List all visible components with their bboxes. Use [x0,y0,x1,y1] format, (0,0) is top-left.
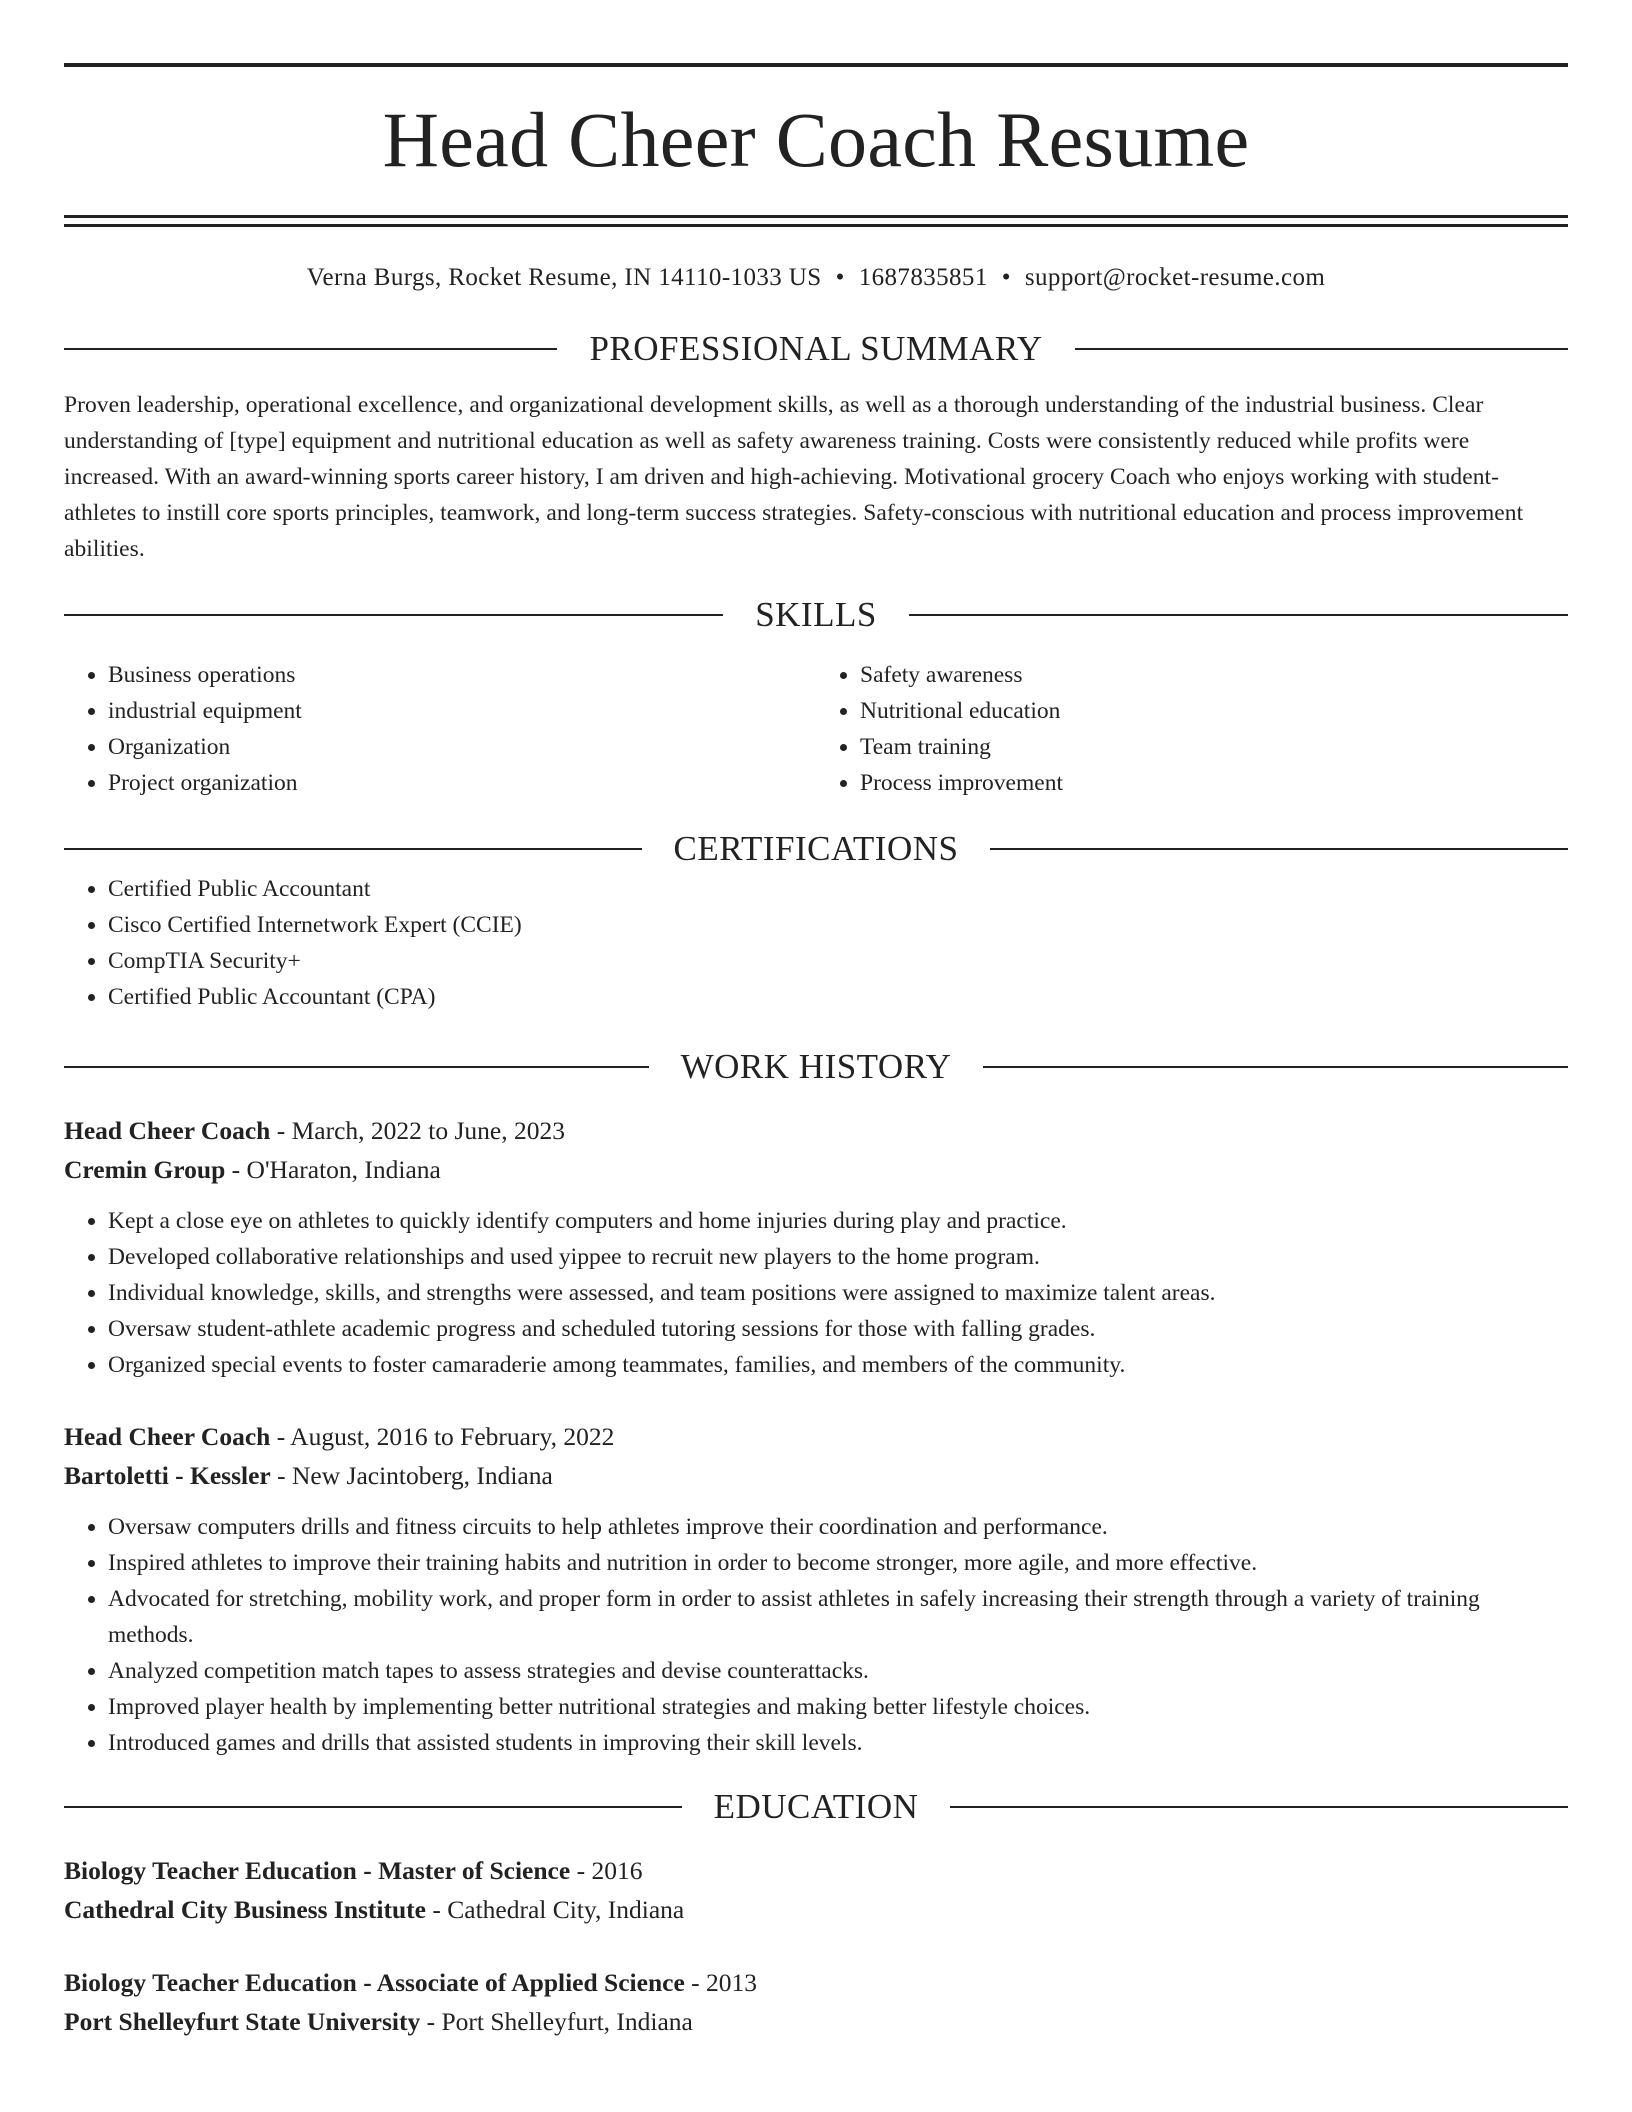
job-company: Cremin Group [64,1155,226,1184]
job-company: Bartoletti - Kessler [64,1461,271,1490]
skill-item: • Project organization [108,765,816,801]
certifications-list [64,871,1568,1015]
section-rule [990,848,1568,850]
job-bullet: • Introduced games and drills that assisted students in improving their skill levels. [108,1725,1568,1761]
skill-item: • Safety awareness [860,657,1568,693]
education-section-header [64,1785,1568,1829]
certification-item: • Cisco Certified Internetwork Expert (CCIE) [108,907,1568,943]
job-dates: - August, 2016 to February, 2022 [270,1422,615,1451]
certifications-heading: CERTIFICATIONS [673,829,959,868]
section-rule [64,1066,649,1068]
job-bullet: • Oversaw computers drills and fitness circuits to help athletes improve their coordination and performance. [108,1509,1568,1545]
education-entry [64,1963,1568,2041]
work-section-header [64,1045,1568,1089]
skill-item: • Nutritional education [860,693,1568,729]
section-rule [950,1806,1568,1808]
section-rule [983,1066,1568,1068]
skills-section-header [64,593,1568,637]
job-location: - New Jacintoberg, Indiana [270,1461,553,1490]
education-school-line [64,2002,1568,2041]
certification-item: • CompTIA Security+ [108,943,1568,979]
education-degree: Biology Teacher Education - Associate of Applied Science [64,1968,685,1997]
job-bullet: • Advocated for stretching, mobility work, and proper form in order to assist athletes in safely increasing their strength through a variety of training methods. [108,1581,1568,1653]
contact-separator: • [1001,264,1011,291]
education-school: Port Shelleyfurt State University [64,2007,421,2036]
job-dates: - March, 2022 to June, 2023 [270,1116,565,1145]
education-degree-line [64,1851,1568,1890]
contact-address: Verna Burgs, Rocket Resume, IN 14110-1033 US [306,264,822,291]
job-bullet: • Developed collaborative relationships and used yippee to recruit new players to the home program. [108,1239,1568,1275]
education-degree-line [64,1963,1568,2002]
title-double-rule [64,215,1568,227]
summary-section-header [64,327,1568,371]
summary-heading: PROFESSIONAL SUMMARY [589,329,1043,368]
education-school-line [64,1890,1568,1929]
skill-item: • Business operations [108,657,816,693]
job-entry [64,1111,1568,1383]
certification-item: • Certified Public Accountant (CPA) [108,979,1568,1015]
job-entry [64,1417,1568,1761]
job-bullet: • Organized special events to foster camaraderie among teammates, families, and members of the community. [108,1347,1568,1383]
certifications-section-header [64,827,1568,871]
education-heading: EDUCATION [713,1787,919,1826]
certification-item: • Certified Public Accountant [108,871,1568,907]
job-bullets [64,1203,1568,1383]
job-title-line [64,1111,1568,1150]
job-bullet: • Oversaw student-athlete academic progress and scheduled tutoring sessions for those with falling grades. [108,1311,1568,1347]
contact-email: support@rocket-resume.com [1024,264,1326,291]
skill-item: • Team training [860,729,1568,765]
contact-separator: • [835,264,845,291]
skills-left-list [64,657,816,801]
skill-item: • Process improvement [860,765,1568,801]
education-year: - 2013 [684,1968,758,1997]
section-rule [1075,348,1568,350]
job-bullets [64,1509,1568,1761]
summary-text: Proven leadership, operational excellence, and organizational development skills, as well as a thorough understanding of the industrial business. Clear understanding of [type] equipment and nutritional education as well as safety awareness training. Costs were consistently reduced while profits were increased. With an award-winning sports career history, I am driven and high-achieving. Motivational grocery Coach who enjoys working with student-athletes to instill core sports principles, teamwork, and long-term success strategies. Safety-conscious with nutritional education and process improvement abilities. [64,392,1524,562]
skills-right-list [816,657,1568,801]
skill-item: • Organization [108,729,816,765]
education-location: - Port Shelleyfurt, Indiana [420,2007,693,2036]
top-rule [64,63,1568,67]
job-bullet: • Inspired athletes to improve their training habits and nutrition in order to become stronger, more agile, and more effective. [108,1545,1568,1581]
work-heading: WORK HISTORY [680,1047,952,1086]
job-bullet: • Analyzed competition match tapes to assess strategies and devise counterattacks. [108,1653,1568,1689]
section-rule [64,614,723,616]
job-company-line [64,1150,1568,1189]
section-rule [64,348,557,350]
education-location: - Cathedral City, Indiana [426,1895,685,1924]
job-company-line [64,1456,1568,1495]
skill-item: • industrial equipment [108,693,816,729]
section-rule [909,614,1568,616]
job-location: - O'Haraton, Indiana [225,1155,441,1184]
education-year: - 2016 [570,1856,643,1885]
contact-phone: 1687835851 [858,264,988,291]
job-title: Head Cheer Coach [64,1116,271,1145]
section-rule [64,848,642,850]
section-rule [64,1806,682,1808]
contact-line [64,263,1568,293]
education-degree: Biology Teacher Education - Master of Science [64,1856,571,1885]
job-bullet: • Improved player health by implementing better nutritional strategies and making better lifestyle choices. [108,1689,1568,1725]
job-title: Head Cheer Coach [64,1422,271,1451]
resume-title: Head Cheer Coach Resume [382,96,1250,183]
education-school: Cathedral City Business Institute [64,1895,426,1924]
job-bullet: • Individual knowledge, skills, and strengths were assessed, and team positions were assigned to maximize talent areas. [108,1275,1568,1311]
job-title-line [64,1417,1568,1456]
skills-grid [64,657,1568,801]
job-bullet: • Kept a close eye on athletes to quickly identify computers and home injuries during play and practice. [108,1203,1568,1239]
education-entry [64,1851,1568,1929]
skills-heading: SKILLS [755,595,877,634]
